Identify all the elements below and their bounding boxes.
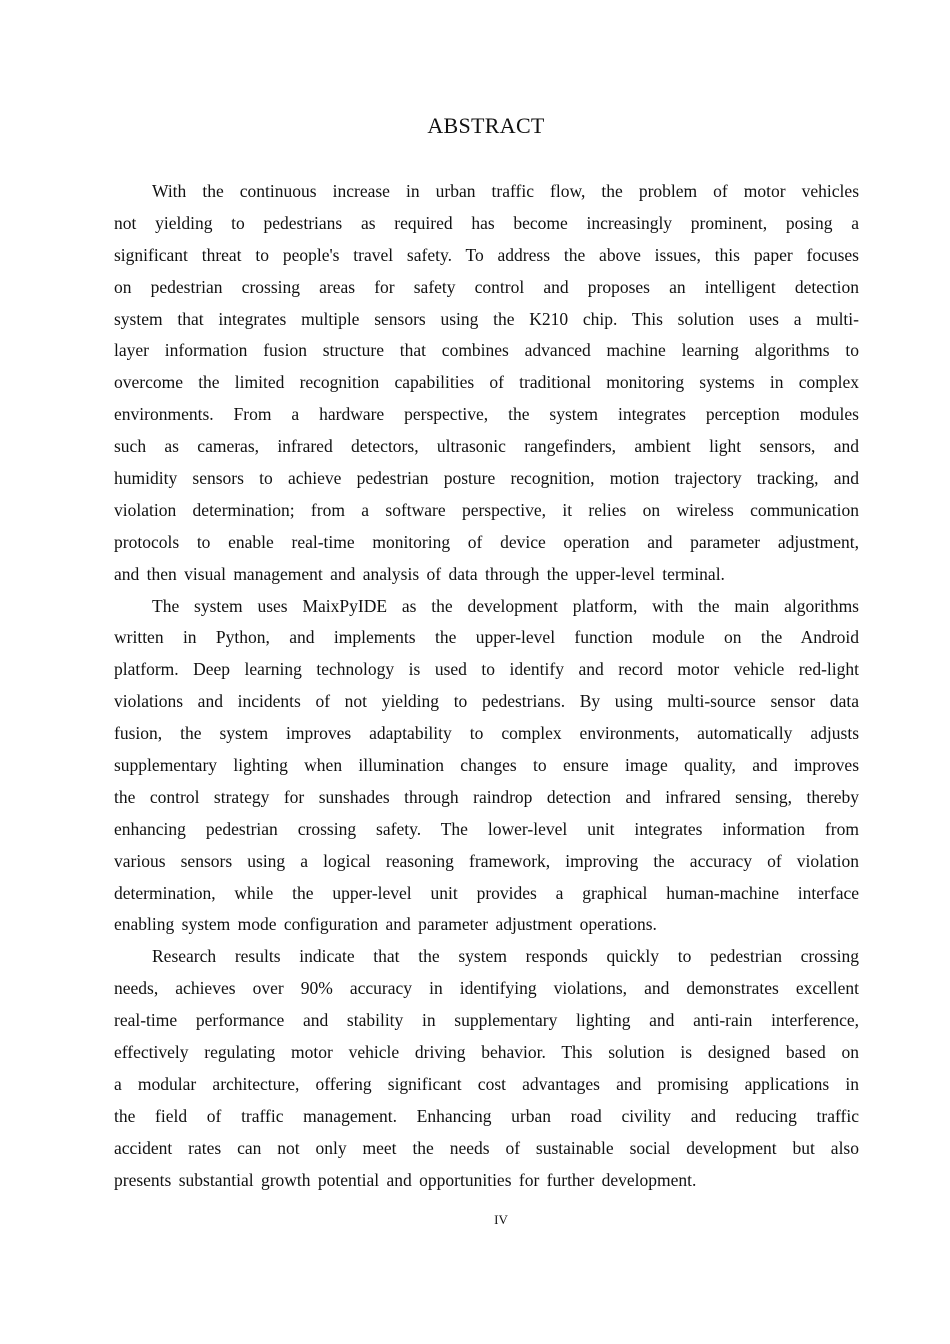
abstract-title: ABSTRACT bbox=[427, 113, 545, 138]
paragraph-line: protocols to enable real-time monitoring of device operation and parameter adjustment, bbox=[114, 531, 859, 552]
paragraph-line: violations and incidents of not yielding to pedestrians. By using multi-source sensor data bbox=[114, 691, 859, 712]
abstract-paragraph bbox=[114, 176, 859, 591]
paragraph-line: supplementary lighting when illumination changes to ensure image quality, and improves bbox=[114, 755, 859, 776]
paragraph-line: accident rates can not only meet the needs of sustainable social development but also bbox=[114, 1137, 859, 1158]
abstract-paragraph bbox=[114, 591, 859, 942]
paragraph-line: system that integrates multiple sensors using the K210 chip. This solution uses a multi- bbox=[114, 308, 859, 329]
paragraph-line: enhancing pedestrian crossing safety. The lower-level unit integrates information from bbox=[114, 818, 859, 839]
paragraph-line: a modular architecture, offering significant cost advantages and promising applications in bbox=[114, 1073, 859, 1094]
paragraph-line: significant threat to people's travel safety. To address the above issues, this paper focuses bbox=[114, 244, 859, 265]
paragraph-line: enabling system mode configuration and parameter adjustment operations. bbox=[114, 914, 657, 935]
paragraph-line: the field of traffic management. Enhancing urban road civility and reducing traffic bbox=[114, 1105, 859, 1126]
paragraph-line: various sensors using a logical reasoning framework, improving the accuracy of violation bbox=[114, 850, 859, 871]
paragraph-line: violation determination; from a software perspective, it relies on wireless communication bbox=[114, 499, 859, 520]
paragraph-line: Research results indicate that the system responds quickly to pedestrian crossing bbox=[152, 946, 859, 967]
paragraph-line: presents substantial growth potential and opportunities for further development. bbox=[114, 1169, 697, 1190]
paragraph-line: determination, while the upper-level unit provides a graphical human-machine interface bbox=[114, 882, 859, 903]
paragraph-line: The system uses MaixPyIDE as the development platform, with the main algorithms bbox=[152, 595, 859, 616]
paragraph-line: written in Python, and implements the upper-level function module on the Android bbox=[114, 627, 859, 648]
paragraph-line: layer information fusion structure that combines advanced machine learning algorithms to bbox=[114, 340, 859, 361]
abstract-body bbox=[114, 176, 859, 1197]
paragraph-line: platform. Deep learning technology is used to identify and record motor vehicle red-light bbox=[114, 659, 859, 680]
abstract-paragraph bbox=[114, 941, 859, 1196]
paragraph-line: humidity sensors to achieve pedestrian posture recognition, motion trajectory tracking, and bbox=[114, 468, 859, 489]
paragraph-line: fusion, the system improves adaptability to complex environments, automatically adjusts bbox=[114, 723, 859, 744]
paragraph-line: With the continuous increase in urban traffic flow, the problem of motor vehicles bbox=[152, 181, 859, 201]
paragraph-line: and then visual management and analysis of data through the upper-level terminal. bbox=[114, 563, 725, 584]
paragraph-line: real-time performance and stability in supplementary lighting and anti-rain interference, bbox=[114, 1010, 859, 1031]
paragraph-line: environments. From a hardware perspective, the system integrates perception modules bbox=[114, 404, 859, 425]
paragraph-line: overcome the limited recognition capabilities of traditional monitoring systems in complex bbox=[114, 372, 859, 393]
paragraph-line: effectively regulating motor vehicle driving behavior. This solution is designed based on bbox=[114, 1042, 859, 1063]
paragraph-line: not yielding to pedestrians as required has become increasingly prominent, posing a bbox=[114, 212, 859, 233]
paragraph-line: needs, achieves over 90% accuracy in identifying violations, and demonstrates excellent bbox=[114, 978, 859, 999]
paragraph-line: on pedestrian crossing areas for safety control and proposes an intelligent detection bbox=[114, 276, 859, 297]
paragraph-line: such as cameras, infrared detectors, ultrasonic rangefinders, ambient light sensors, and bbox=[114, 436, 859, 457]
page-number: IV bbox=[494, 1212, 508, 1227]
paragraph-line: the control strategy for sunshades through raindrop detection and infrared sensing, thereby bbox=[114, 786, 859, 807]
